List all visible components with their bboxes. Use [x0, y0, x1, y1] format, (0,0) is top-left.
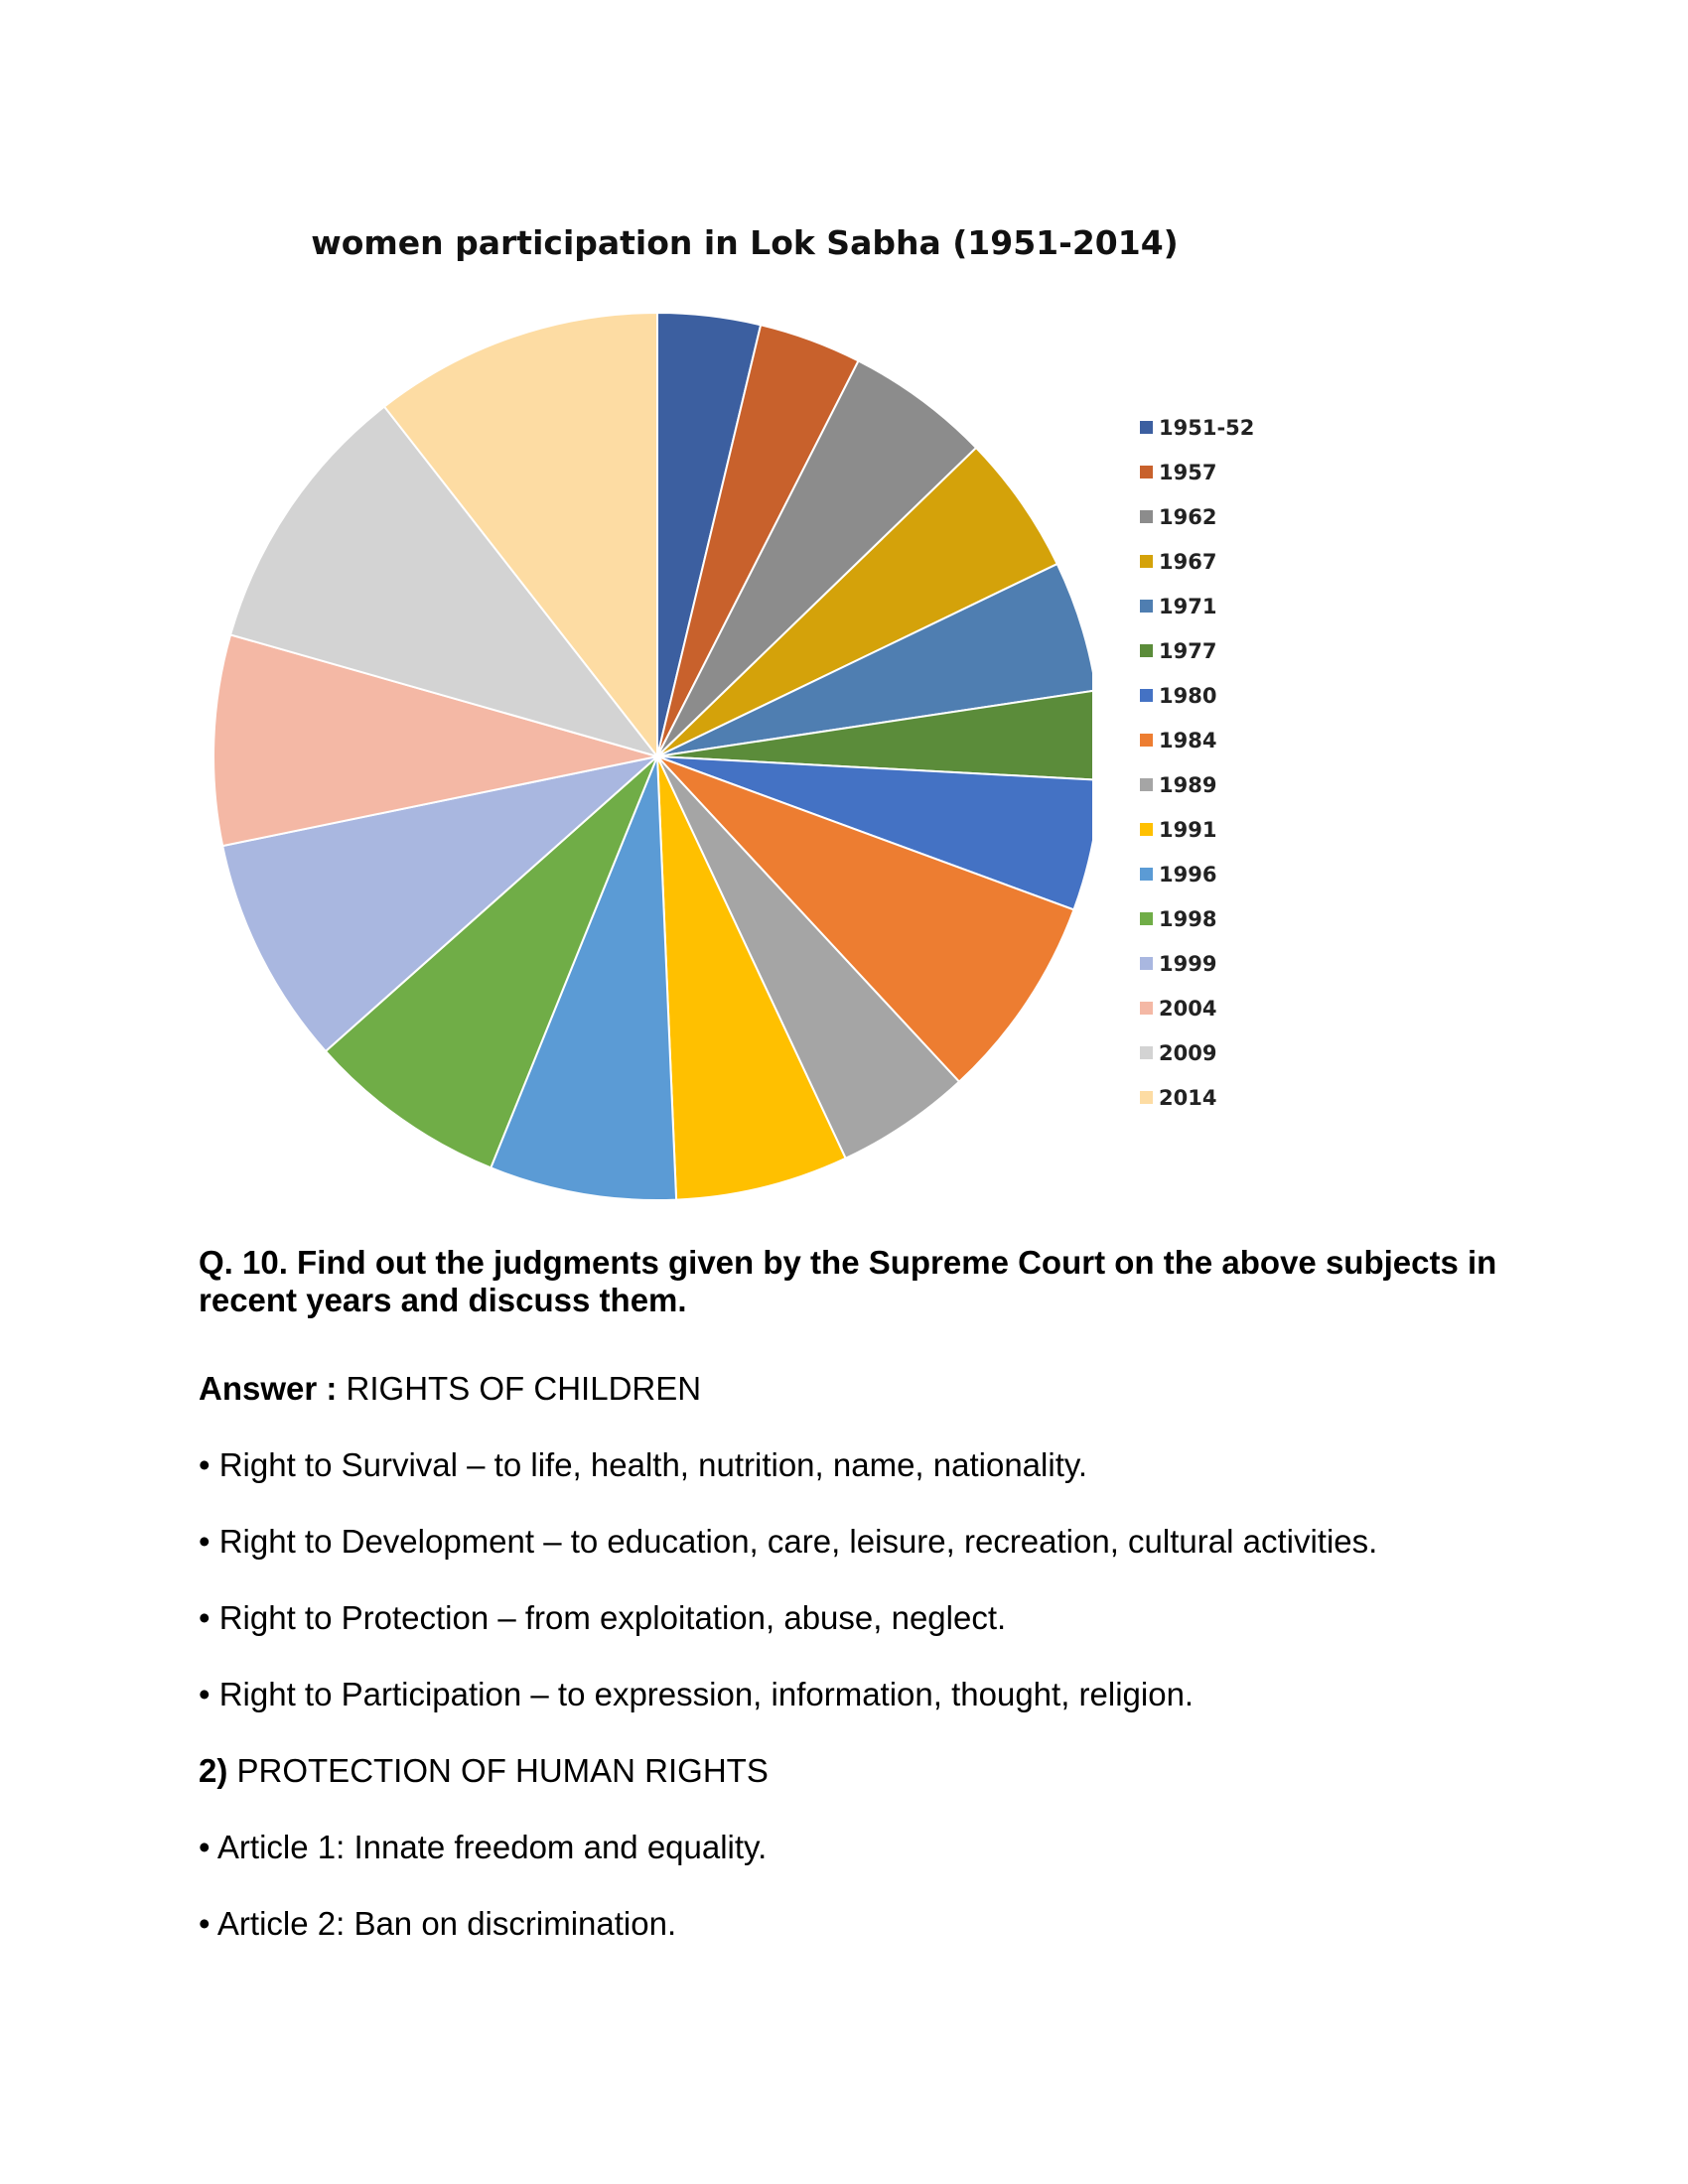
legend-item-2014 — [1140, 1075, 1254, 1120]
legend-label: 1998 — [1159, 906, 1217, 931]
legend-item-1996 — [1140, 852, 1254, 896]
bullet-participation: • Right to Participation – to expression, information, thought, religion. — [199, 1676, 1195, 1712]
legend-swatch — [1140, 421, 1153, 434]
chart-title: women participation in Lok Sabha (1951-2014) — [311, 223, 1179, 262]
legend-item-1951-52 — [1140, 405, 1254, 450]
legend-label: 1980 — [1159, 683, 1217, 708]
legend-item-1971 — [1140, 584, 1254, 628]
section2-heading: PROTECTION OF HUMAN RIGHTS — [236, 1752, 769, 1789]
legend-swatch — [1140, 868, 1153, 881]
legend-label: 1951-52 — [1159, 415, 1255, 440]
legend-label: 1999 — [1159, 951, 1217, 976]
legend-swatch — [1140, 912, 1153, 925]
legend-swatch — [1140, 1002, 1153, 1015]
answer-heading-line — [199, 1370, 1529, 1408]
answer-heading: RIGHTS OF CHILDREN — [346, 1370, 702, 1407]
legend-item-1998 — [1140, 896, 1254, 941]
legend-label: 1989 — [1159, 772, 1217, 797]
legend-label: 1962 — [1159, 504, 1217, 529]
legend-label: 1991 — [1159, 817, 1217, 842]
legend-item-1967 — [1140, 539, 1254, 584]
legend-swatch — [1140, 778, 1153, 791]
legend-label: 2009 — [1159, 1040, 1217, 1065]
legend-swatch — [1140, 555, 1153, 568]
legend-item-2004 — [1140, 986, 1254, 1030]
legend-item-1980 — [1140, 673, 1254, 718]
legend-item-1989 — [1140, 762, 1254, 807]
section2-number: 2) — [199, 1752, 228, 1789]
legend-label: 1971 — [1159, 594, 1217, 618]
bullet-protection: • Right to Protection – from exploitation, abuse, neglect. — [199, 1599, 1007, 1636]
legend-swatch — [1140, 466, 1153, 478]
legend-label: 1967 — [1159, 549, 1217, 574]
question-title: Q. 10. Find out the judgments given by the Supreme Court on the above subjects in recent years and discuss them. — [199, 1244, 1497, 1318]
legend-item-1977 — [1140, 628, 1254, 673]
legend-item-2009 — [1140, 1030, 1254, 1075]
legend-label: 1957 — [1159, 460, 1217, 484]
chart-legend — [1140, 405, 1254, 1120]
answer-label: Answer : — [199, 1370, 338, 1407]
legend-item-1999 — [1140, 941, 1254, 986]
legend-item-1957 — [1140, 450, 1254, 494]
legend-swatch — [1140, 823, 1153, 836]
bullet-survival: • Right to Survival – to life, health, nutrition, name, nationality. — [199, 1446, 1088, 1483]
legend-label: 1977 — [1159, 638, 1217, 663]
legend-label: 1996 — [1159, 862, 1217, 887]
legend-swatch — [1140, 644, 1153, 657]
legend-swatch — [1140, 734, 1153, 747]
bullet-article-1: • Article 1: Innate freedom and equality. — [199, 1829, 768, 1865]
legend-swatch — [1140, 689, 1153, 702]
pie-chart — [199, 298, 1092, 1211]
legend-swatch — [1140, 1046, 1153, 1059]
legend-swatch — [1140, 1091, 1153, 1104]
legend-swatch — [1140, 957, 1153, 970]
legend-label: 2004 — [1159, 996, 1217, 1021]
legend-swatch — [1140, 600, 1153, 613]
legend-label: 2014 — [1159, 1085, 1217, 1110]
legend-item-1991 — [1140, 807, 1254, 852]
legend-label: 1984 — [1159, 728, 1217, 752]
bullet-development: • Right to Development – to education, care, leisure, recreation, cultural activities. — [199, 1523, 1378, 1560]
section2-heading-line — [199, 1752, 1529, 1790]
bullet-article-2: • Article 2: Ban on discrimination. — [199, 1905, 677, 1942]
legend-item-1984 — [1140, 718, 1254, 762]
legend-item-1962 — [1140, 494, 1254, 539]
legend-swatch — [1140, 510, 1153, 523]
